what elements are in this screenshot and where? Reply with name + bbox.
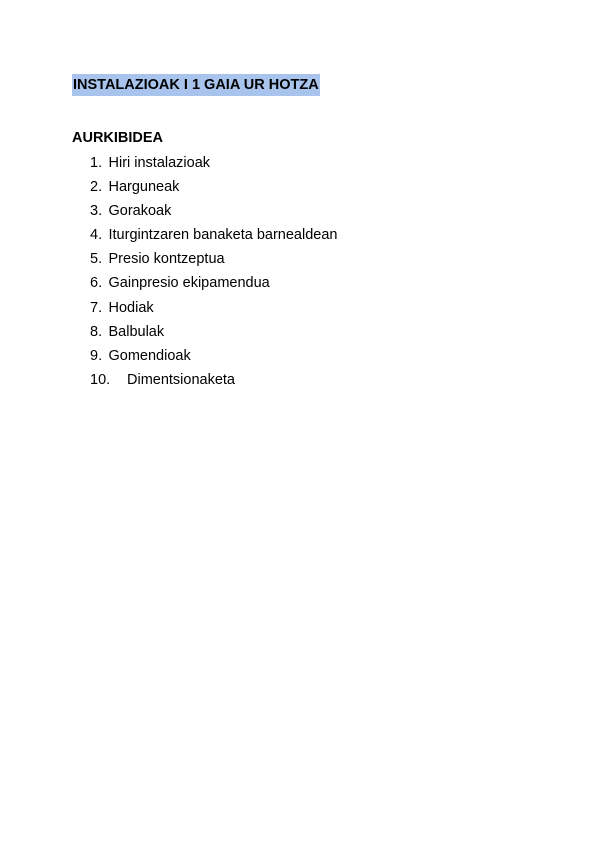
- toc-item-number: 6.: [90, 275, 103, 292]
- toc-item-7: [90, 296, 337, 320]
- toc-item-number: 4.: [90, 227, 103, 244]
- toc-item-number: 3.: [90, 203, 103, 220]
- toc-item-number: 9.: [90, 347, 103, 364]
- toc-heading: AURKIBIDEA: [72, 130, 164, 146]
- toc-list: [90, 151, 337, 392]
- toc-item-label: Iturgintzaren banaketa barnealdean: [108, 227, 338, 244]
- toc-item-label: Harguneak: [108, 179, 180, 196]
- toc-item-1: [90, 151, 337, 175]
- toc-item-9: [90, 344, 337, 368]
- toc-item-number: 8.: [90, 323, 103, 340]
- toc-item-8: [90, 320, 337, 344]
- toc-item-label: Gainpresio ekipamendua: [108, 275, 270, 292]
- toc-item-2: [90, 175, 337, 199]
- toc-item-number: 1.: [90, 155, 103, 171]
- toc-item-5: [90, 247, 337, 271]
- toc-item-4: [90, 223, 337, 247]
- toc-item-label: Gomendioak: [108, 347, 191, 364]
- toc-item-label: Dimentsionaketa: [127, 371, 235, 388]
- toc-item-label: Gorakoak: [108, 203, 172, 220]
- toc-item-number: 5.: [90, 251, 103, 268]
- toc-item-3: [90, 199, 337, 223]
- toc-item-number: 7.: [90, 299, 103, 316]
- document-title[interactable]: INSTALAZIOAK I 1 GAIA UR HOTZA: [72, 74, 320, 96]
- toc-item-label: Presio kontzeptua: [108, 251, 225, 268]
- toc-item-number: 10.: [90, 371, 111, 388]
- toc-item-label: Hiri instalazioak: [108, 155, 211, 171]
- toc-item-label: Balbulak: [108, 323, 165, 340]
- toc-item-number: 2.: [90, 179, 103, 196]
- toc-item-label: Hodiak: [108, 299, 154, 316]
- toc-item-6: [90, 271, 337, 295]
- toc-item-10: [90, 368, 337, 392]
